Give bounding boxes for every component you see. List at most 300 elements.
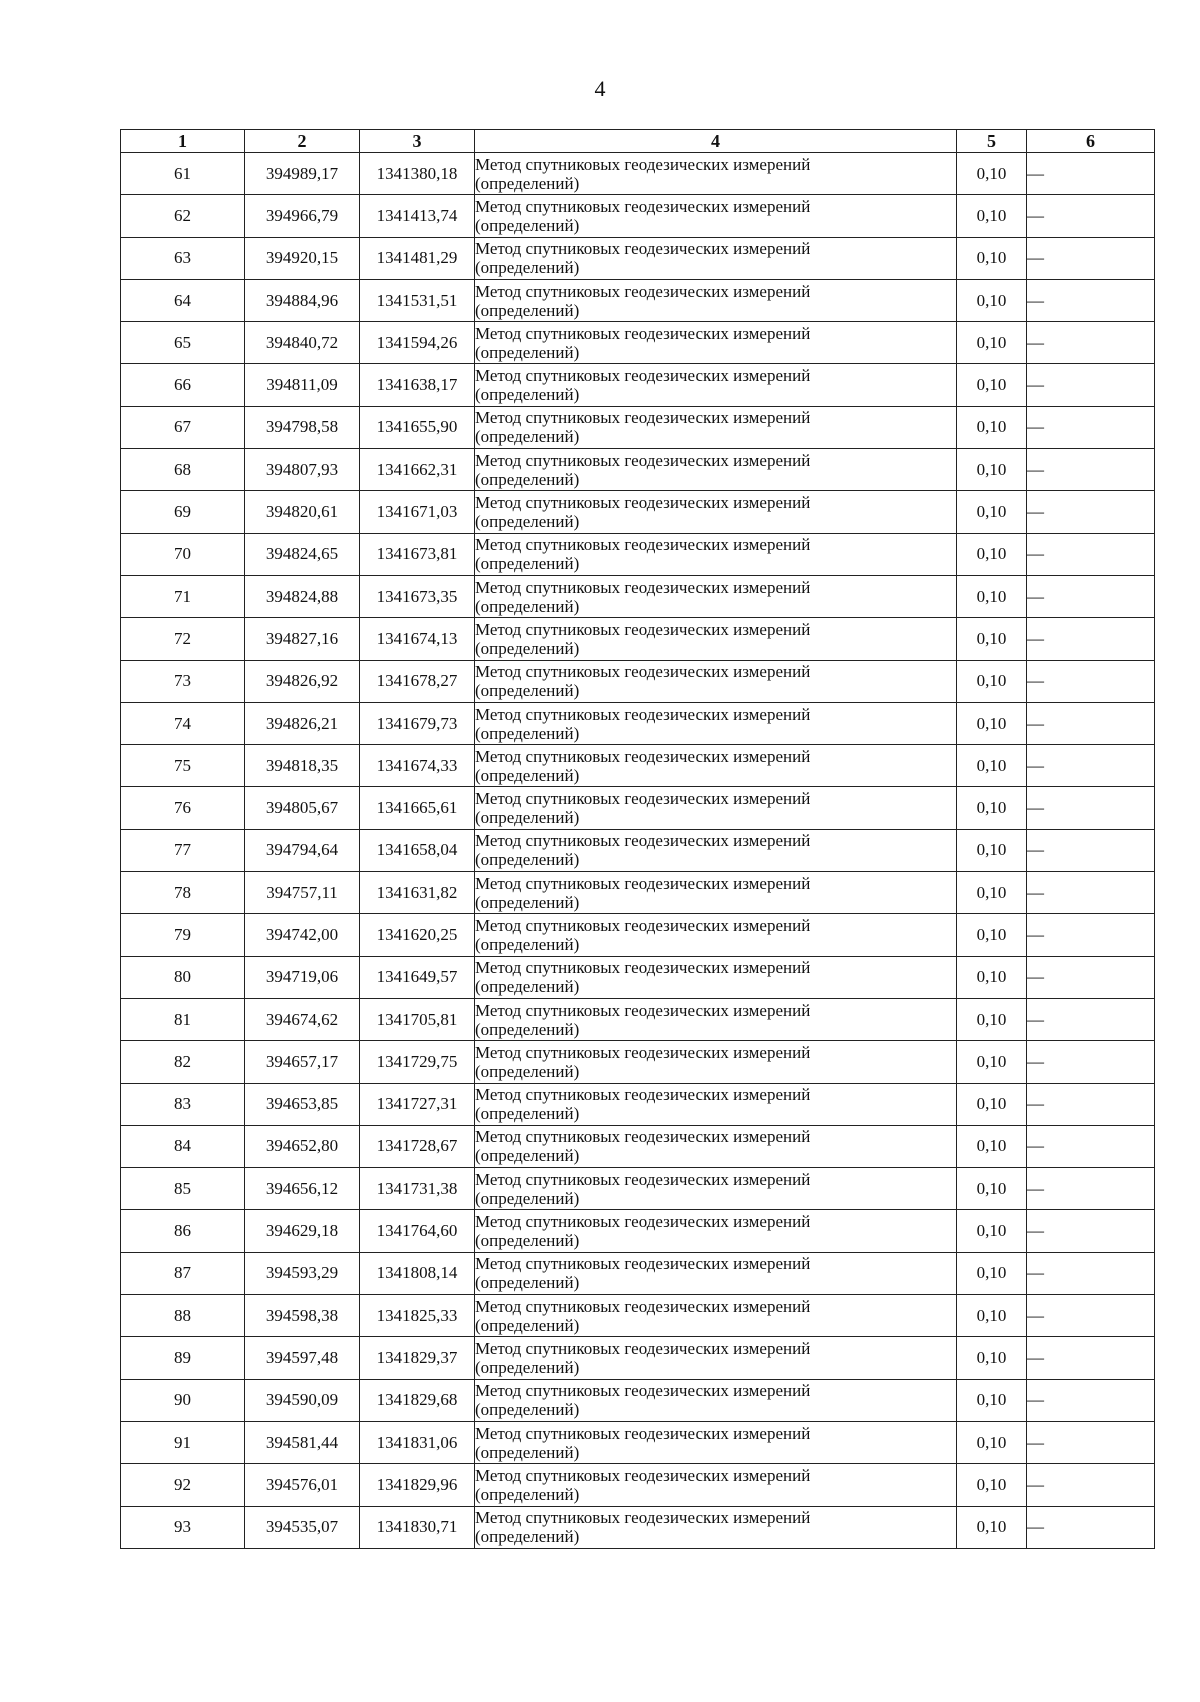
method-line-1: Метод спутниковых геодезических измерений [475,1000,811,1020]
point-number: 74 [121,702,245,744]
coordinate-x: 394590,09 [245,1379,360,1421]
method-line-1: Метод спутниковых геодезических измерений [475,408,811,428]
accuracy-value: 0,10 [957,237,1027,279]
dash-cell: — [1027,1252,1155,1294]
method-line-2: (определений) [475,681,580,701]
accuracy-value: 0,10 [957,998,1027,1040]
method-line-2: (определений) [475,1442,580,1462]
dash-cell: — [1027,1379,1155,1421]
dash-cell: — [1027,702,1155,744]
accuracy-value: 0,10 [957,1421,1027,1463]
header-col-3: 3 [360,130,475,153]
point-number: 75 [121,745,245,787]
method-line-2: (определений) [475,1146,580,1166]
coordinate-x: 394674,62 [245,998,360,1040]
coordinate-y: 1341665,61 [360,787,475,829]
point-number: 90 [121,1379,245,1421]
method-line-2: (определений) [475,1527,580,1547]
coordinate-x: 394840,72 [245,322,360,364]
dash-cell: — [1027,914,1155,956]
table-row [121,575,1155,617]
method-line-1: Метод спутниковых геодезических измерений [475,493,811,513]
table-row [121,702,1155,744]
method-cell [475,872,957,914]
method-cell [475,998,957,1040]
coordinate-y: 1341658,04 [360,829,475,871]
table-row [121,829,1155,871]
accuracy-value: 0,10 [957,660,1027,702]
method-line-1: Метод спутниковых геодезических измерений [475,1508,811,1528]
method-line-2: (определений) [475,1400,580,1420]
method-line-1: Метод спутниковых геодезических измерений [475,958,811,978]
coordinate-y: 1341594,26 [360,322,475,364]
table-row [121,195,1155,237]
point-number: 77 [121,829,245,871]
method-line-1: Метод спутниковых геодезических измерений [475,704,811,724]
point-number: 79 [121,914,245,956]
method-line-1: Метод спутниковых геодезических измерений [475,1169,811,1189]
method-line-1: Метод спутниковых геодезических измерений [475,154,811,174]
method-cell [475,956,957,998]
table-row [121,322,1155,364]
accuracy-value: 0,10 [957,872,1027,914]
method-cell [475,237,957,279]
coordinate-y: 1341829,37 [360,1337,475,1379]
method-line-1: Метод спутниковых геодезических измерений [475,535,811,555]
coordinate-x: 394652,80 [245,1125,360,1167]
coordinate-x: 394593,29 [245,1252,360,1294]
coordinate-x: 394798,58 [245,406,360,448]
method-cell [475,1421,957,1463]
dash-cell: — [1027,1083,1155,1125]
method-line-2: (определений) [475,765,580,785]
coordinate-x: 394820,61 [245,491,360,533]
method-cell [475,1464,957,1506]
point-number: 69 [121,491,245,533]
method-cell [475,618,957,660]
header-col-6: 6 [1027,130,1155,153]
page-number: 4 [594,76,606,101]
method-cell [475,406,957,448]
coordinate-x: 394794,64 [245,829,360,871]
point-number: 63 [121,237,245,279]
dash-cell: — [1027,195,1155,237]
table-row [121,1337,1155,1379]
point-number: 67 [121,406,245,448]
dash-cell: — [1027,279,1155,321]
method-line-2: (определений) [475,258,580,278]
point-number: 81 [121,998,245,1040]
coordinate-x: 394657,17 [245,1041,360,1083]
dash-cell: — [1027,322,1155,364]
dash-cell: — [1027,618,1155,660]
accuracy-value: 0,10 [957,575,1027,617]
coordinate-y: 1341679,73 [360,702,475,744]
method-cell [475,1041,957,1083]
dash-cell: — [1027,872,1155,914]
accuracy-value: 0,10 [957,702,1027,744]
method-cell [475,1252,957,1294]
method-line-1: Метод спутниковых геодезических измерений [475,366,811,386]
method-cell [475,153,957,195]
point-number: 78 [121,872,245,914]
method-cell [475,787,957,829]
method-cell [475,660,957,702]
accuracy-value: 0,10 [957,914,1027,956]
method-line-2: (определений) [475,1273,580,1293]
method-line-1: Метод спутниковых геодезических измерений [475,1465,811,1485]
method-line-2: (определений) [475,300,580,320]
coordinate-x: 394920,15 [245,237,360,279]
coordinate-y: 1341531,51 [360,279,475,321]
method-line-1: Метод спутниковых геодезических измерений [475,619,811,639]
dash-cell: — [1027,1168,1155,1210]
dash-cell: — [1027,745,1155,787]
table-row [121,1506,1155,1548]
dash-cell: — [1027,1421,1155,1463]
point-number: 76 [121,787,245,829]
dash-cell: — [1027,1506,1155,1548]
method-line-1: Метод спутниковых геодезических измерений [475,1338,811,1358]
table-row [121,998,1155,1040]
table-row [121,1421,1155,1463]
coordinate-y: 1341655,90 [360,406,475,448]
dash-cell: — [1027,956,1155,998]
coordinate-y: 1341631,82 [360,872,475,914]
point-number: 80 [121,956,245,998]
table-row [121,1252,1155,1294]
coordinate-x: 394807,93 [245,449,360,491]
method-line-2: (определений) [475,385,580,405]
coordinate-x: 394629,18 [245,1210,360,1252]
method-line-2: (определений) [475,215,580,235]
coordinate-x: 394598,38 [245,1295,360,1337]
coordinate-x: 394824,65 [245,533,360,575]
dash-cell: — [1027,575,1155,617]
coordinate-x: 394827,16 [245,618,360,660]
method-line-1: Метод спутниковых геодезических измерений [475,450,811,470]
coordinate-y: 1341728,67 [360,1125,475,1167]
point-number: 70 [121,533,245,575]
accuracy-value: 0,10 [957,1041,1027,1083]
accuracy-value: 0,10 [957,1464,1027,1506]
method-line-1: Метод спутниковых геодезических измерений [475,873,811,893]
point-number: 87 [121,1252,245,1294]
table-row [121,153,1155,195]
point-number: 91 [121,1421,245,1463]
method-line-2: (определений) [475,512,580,532]
method-line-2: (определений) [475,723,580,743]
coordinate-y: 1341705,81 [360,998,475,1040]
accuracy-value: 0,10 [957,745,1027,787]
coordinate-y: 1341829,68 [360,1379,475,1421]
accuracy-value: 0,10 [957,1506,1027,1548]
method-cell [475,449,957,491]
coordinate-y: 1341830,71 [360,1506,475,1548]
point-number: 68 [121,449,245,491]
point-number: 61 [121,153,245,195]
coordinate-x: 394826,21 [245,702,360,744]
table-row [121,1464,1155,1506]
method-line-2: (определений) [475,808,580,828]
table-row [121,618,1155,660]
method-line-2: (определений) [475,469,580,489]
coordinate-y: 1341808,14 [360,1252,475,1294]
table-row [121,660,1155,702]
coordinate-y: 1341678,27 [360,660,475,702]
method-cell [475,195,957,237]
method-line-1: Метод спутниковых геодезических измерений [475,1042,811,1062]
table-row [121,1125,1155,1167]
method-cell [475,1295,957,1337]
point-number: 64 [121,279,245,321]
coordinate-y: 1341727,31 [360,1083,475,1125]
coordinate-y: 1341380,18 [360,153,475,195]
method-cell [475,1506,957,1548]
coordinate-x: 394757,11 [245,872,360,914]
method-line-2: (определений) [475,850,580,870]
table-row [121,787,1155,829]
coordinate-x: 394966,79 [245,195,360,237]
dash-cell: — [1027,1125,1155,1167]
dash-cell: — [1027,998,1155,1040]
dash-cell: — [1027,449,1155,491]
dash-cell: — [1027,533,1155,575]
method-cell [475,1379,957,1421]
header-col-2: 2 [245,130,360,153]
coordinate-x: 394581,44 [245,1421,360,1463]
point-number: 83 [121,1083,245,1125]
method-line-1: Метод спутниковых геодезических измерений [475,662,811,682]
coordinate-y: 1341764,60 [360,1210,475,1252]
coordinate-x: 394535,07 [245,1506,360,1548]
point-number: 88 [121,1295,245,1337]
table-row [121,491,1155,533]
accuracy-value: 0,10 [957,195,1027,237]
coordinate-x: 394824,88 [245,575,360,617]
accuracy-value: 0,10 [957,533,1027,575]
method-line-2: (определений) [475,638,580,658]
accuracy-value: 0,10 [957,1125,1027,1167]
coordinate-y: 1341829,96 [360,1464,475,1506]
point-number: 66 [121,364,245,406]
accuracy-value: 0,10 [957,406,1027,448]
header-col-4: 4 [475,130,957,153]
method-line-1: Метод спутниковых геодезических измерений [475,1127,811,1147]
coordinate-x: 394742,00 [245,914,360,956]
method-line-2: (определений) [475,1061,580,1081]
coordinate-x: 394597,48 [245,1337,360,1379]
coordinate-x: 394656,12 [245,1168,360,1210]
method-cell [475,702,957,744]
accuracy-value: 0,10 [957,449,1027,491]
point-number: 89 [121,1337,245,1379]
method-line-1: Метод спутниковых геодезических измерений [475,1381,811,1401]
accuracy-value: 0,10 [957,787,1027,829]
coordinate-x: 394811,09 [245,364,360,406]
table-row [121,1295,1155,1337]
method-line-2: (определений) [475,1019,580,1039]
method-cell [475,533,957,575]
coordinate-y: 1341831,06 [360,1421,475,1463]
coordinate-x: 394826,92 [245,660,360,702]
coordinate-y: 1341649,57 [360,956,475,998]
method-line-2: (определений) [475,1231,580,1251]
accuracy-value: 0,10 [957,618,1027,660]
method-cell [475,745,957,787]
accuracy-value: 0,10 [957,1295,1027,1337]
method-line-2: (определений) [475,977,580,997]
dash-cell: — [1027,237,1155,279]
method-line-1: Метод спутниковых геодезических измерений [475,196,811,216]
method-cell [475,575,957,617]
coordinate-x: 394576,01 [245,1464,360,1506]
coordinate-y: 1341638,17 [360,364,475,406]
table-row [121,1083,1155,1125]
method-cell [475,1083,957,1125]
table-row [121,406,1155,448]
method-line-1: Метод спутниковых геодезических измерений [475,1254,811,1274]
coordinate-y: 1341671,03 [360,491,475,533]
table-row [121,279,1155,321]
accuracy-value: 0,10 [957,322,1027,364]
coordinate-x: 394805,67 [245,787,360,829]
method-cell [475,1337,957,1379]
method-line-1: Метод спутниковых геодезических измерений [475,323,811,343]
coordinates-table [120,129,1155,1549]
table-row [121,1210,1155,1252]
accuracy-value: 0,10 [957,1337,1027,1379]
method-line-1: Метод спутниковых геодезических измерений [475,1423,811,1443]
method-line-1: Метод спутниковых геодезических измерений [475,915,811,935]
dash-cell: — [1027,491,1155,533]
table-row [121,237,1155,279]
accuracy-value: 0,10 [957,1168,1027,1210]
table-row [121,1168,1155,1210]
method-line-2: (определений) [475,934,580,954]
point-number: 65 [121,322,245,364]
table-row [121,872,1155,914]
coordinate-x: 394653,85 [245,1083,360,1125]
method-cell [475,1168,957,1210]
coordinate-y: 1341481,29 [360,237,475,279]
method-line-1: Метод спутниковых геодезических измерений [475,239,811,259]
method-cell [475,1125,957,1167]
accuracy-value: 0,10 [957,1210,1027,1252]
dash-cell: — [1027,660,1155,702]
header-col-1: 1 [121,130,245,153]
dash-cell: — [1027,406,1155,448]
method-cell [475,1210,957,1252]
method-line-1: Метод спутниковых геодезических измерений [475,1085,811,1105]
point-number: 72 [121,618,245,660]
method-line-2: (определений) [475,596,580,616]
dash-cell: — [1027,153,1155,195]
method-line-1: Метод спутниковых геодезических измерений [475,831,811,851]
point-number: 84 [121,1125,245,1167]
method-line-2: (определений) [475,173,580,193]
coordinate-y: 1341662,31 [360,449,475,491]
method-cell [475,829,957,871]
dash-cell: — [1027,829,1155,871]
method-line-2: (определений) [475,554,580,574]
dash-cell: — [1027,1464,1155,1506]
point-number: 62 [121,195,245,237]
accuracy-value: 0,10 [957,364,1027,406]
method-line-1: Метод спутниковых геодезических измерений [475,1212,811,1232]
accuracy-value: 0,10 [957,829,1027,871]
point-number: 85 [121,1168,245,1210]
point-number: 82 [121,1041,245,1083]
method-cell [475,364,957,406]
dash-cell: — [1027,787,1155,829]
dash-cell: — [1027,364,1155,406]
table-row [121,364,1155,406]
point-number: 92 [121,1464,245,1506]
coordinate-y: 1341674,13 [360,618,475,660]
coordinate-y: 1341673,81 [360,533,475,575]
method-line-2: (определений) [475,1315,580,1335]
method-line-1: Метод спутниковых геодезических измерений [475,789,811,809]
accuracy-value: 0,10 [957,279,1027,321]
accuracy-value: 0,10 [957,491,1027,533]
method-line-2: (определений) [475,892,580,912]
coordinate-y: 1341674,33 [360,745,475,787]
point-number: 71 [121,575,245,617]
coordinate-y: 1341620,25 [360,914,475,956]
header-col-5: 5 [957,130,1027,153]
point-number: 73 [121,660,245,702]
header-row [121,130,1155,153]
method-cell [475,322,957,364]
table-row [121,914,1155,956]
method-line-1: Метод спутниковых геодезических измерений [475,281,811,301]
coordinate-x: 394719,06 [245,956,360,998]
dash-cell: — [1027,1041,1155,1083]
dash-cell: — [1027,1337,1155,1379]
method-line-1: Метод спутниковых геодезических измерений [475,746,811,766]
coordinate-y: 1341729,75 [360,1041,475,1083]
table-row [121,745,1155,787]
point-number: 86 [121,1210,245,1252]
coordinate-y: 1341673,35 [360,575,475,617]
table-body [121,153,1155,1549]
dash-cell: — [1027,1210,1155,1252]
method-cell [475,914,957,956]
dash-cell: — [1027,1295,1155,1337]
method-line-2: (определений) [475,1188,580,1208]
table-row [121,956,1155,998]
coordinate-x: 394884,96 [245,279,360,321]
accuracy-value: 0,10 [957,153,1027,195]
accuracy-value: 0,10 [957,956,1027,998]
method-line-2: (определений) [475,342,580,362]
accuracy-value: 0,10 [957,1083,1027,1125]
method-line-2: (определений) [475,1104,580,1124]
table-row [121,533,1155,575]
method-line-2: (определений) [475,1484,580,1504]
method-line-1: Метод спутниковых геодезических измерений [475,1296,811,1316]
table-row [121,1041,1155,1083]
coordinate-y: 1341825,33 [360,1295,475,1337]
table-row [121,449,1155,491]
table-row [121,1379,1155,1421]
accuracy-value: 0,10 [957,1252,1027,1294]
method-cell [475,279,957,321]
coordinate-y: 1341731,38 [360,1168,475,1210]
coordinate-x: 394818,35 [245,745,360,787]
accuracy-value: 0,10 [957,1379,1027,1421]
